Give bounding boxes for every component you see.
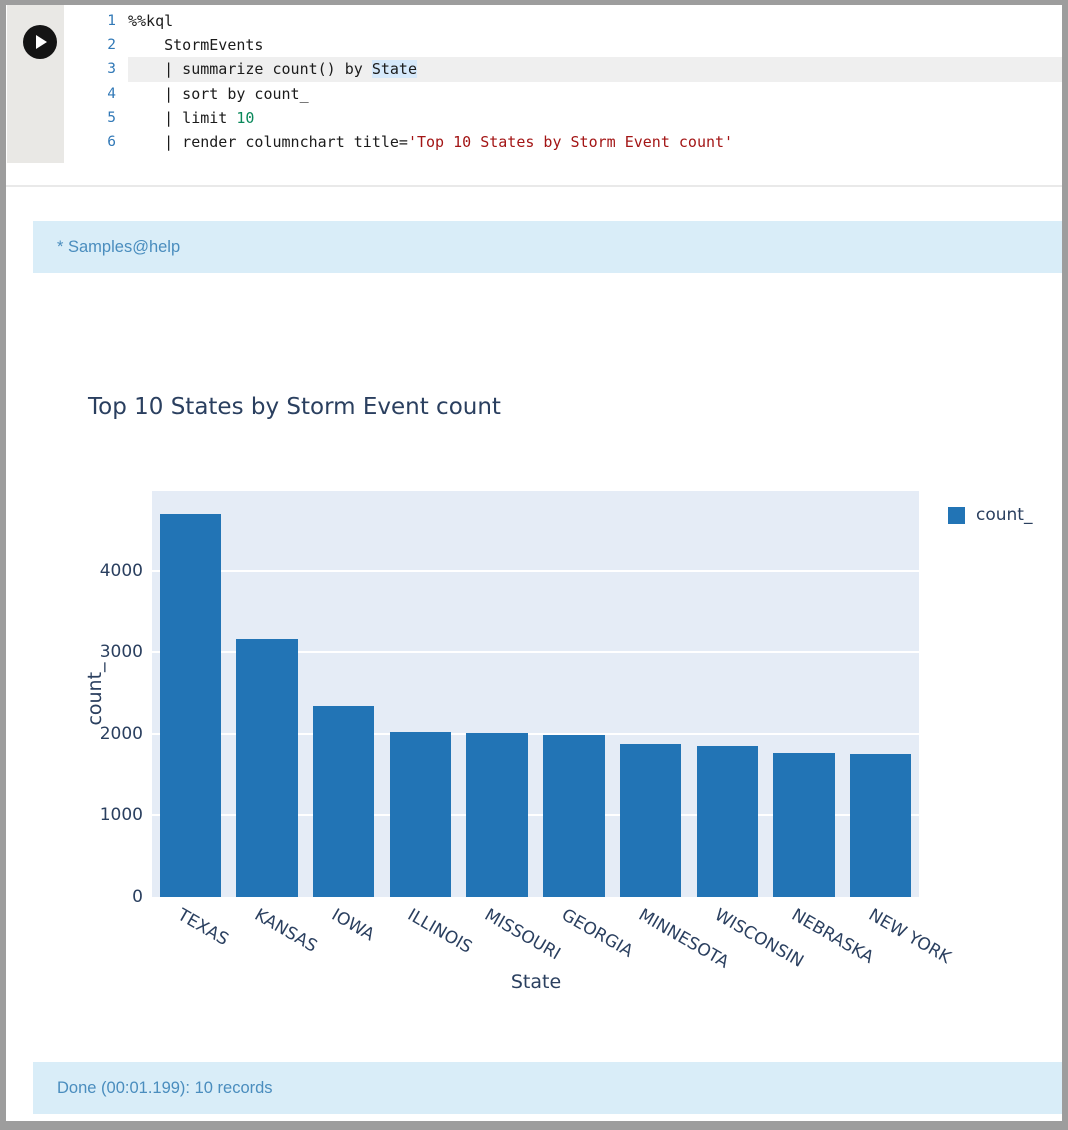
x-tick-label: NEW YORK <box>864 905 954 969</box>
bar-nebraska[interactable] <box>773 753 834 897</box>
play-icon <box>36 35 47 49</box>
bar-minnesota[interactable] <box>620 744 681 897</box>
code-token: 10 <box>236 108 255 127</box>
x-axis-title: State <box>510 971 562 993</box>
code-line[interactable] <box>64 33 1062 57</box>
code-text <box>128 130 1062 154</box>
plot-area[interactable] <box>152 491 919 897</box>
gridline <box>152 570 919 572</box>
connection-bar <box>33 221 1062 273</box>
line-number: 3 <box>107 61 116 78</box>
line-number: 1 <box>107 13 116 30</box>
bar-wisconsin[interactable] <box>697 746 758 897</box>
x-tick-label: GEORGIA <box>557 905 637 962</box>
legend-swatch <box>948 507 965 524</box>
cell-divider <box>6 185 1062 187</box>
x-tick-label: NEBRASKA <box>787 905 877 968</box>
code-text <box>128 57 1062 81</box>
bar-missouri[interactable] <box>466 733 527 897</box>
code-editor[interactable] <box>64 9 1062 154</box>
code-token: State <box>371 60 417 79</box>
y-axis-title: count_ <box>84 662 106 726</box>
y-tick-label: 2000 <box>99 723 143 744</box>
code-token: | summarize count() by <box>128 60 372 79</box>
code-text <box>128 106 1062 130</box>
y-tick-label: 1000 <box>99 805 143 826</box>
chart-title: Top 10 States by Storm Event count <box>88 394 501 420</box>
bar-iowa[interactable] <box>313 706 374 897</box>
code-token: | sort by count_ <box>128 84 309 103</box>
code-text <box>128 9 1062 33</box>
code-token: | render columnchart title= <box>128 133 408 152</box>
code-token: StormEvents <box>128 36 264 55</box>
line-number: 5 <box>107 109 116 126</box>
x-tick-label: KANSAS <box>251 905 321 957</box>
x-tick-label: ILLINOIS <box>404 905 476 958</box>
legend-label: count_ <box>976 505 1033 525</box>
status-bar-text: Done (00:01.199): 10 records <box>57 1078 273 1097</box>
code-line[interactable] <box>64 82 1062 106</box>
line-number: 2 <box>107 37 116 54</box>
x-tick-label: MISSOURI <box>481 905 564 965</box>
code-text <box>128 82 1062 106</box>
code-line[interactable] <box>64 130 1062 154</box>
code-line[interactable] <box>64 57 1062 81</box>
x-tick-label: IOWA <box>327 905 378 946</box>
status-bar <box>33 1062 1062 1114</box>
y-tick-label: 4000 <box>99 560 143 581</box>
run-cell-button[interactable] <box>23 25 57 59</box>
line-number: 6 <box>107 134 116 151</box>
code-text <box>128 33 1062 57</box>
cell-gutter <box>7 5 64 163</box>
y-tick-label: 0 <box>132 887 143 907</box>
code-token: | limit <box>128 108 237 127</box>
bar-illinois[interactable] <box>390 732 451 897</box>
x-tick-label: MINNESOTA <box>634 905 732 973</box>
x-tick-label: TEXAS <box>174 905 233 950</box>
connection-bar-text: * Samples@help <box>57 237 181 256</box>
y-tick-label: 3000 <box>99 642 143 663</box>
bar-texas[interactable] <box>160 514 221 897</box>
x-tick-label: WISCONSIN <box>711 905 808 972</box>
legend-item-count[interactable] <box>948 505 1032 525</box>
code-token: %%kql <box>128 12 174 31</box>
bar-new-york[interactable] <box>850 754 911 897</box>
code-line[interactable] <box>64 106 1062 130</box>
code-line[interactable] <box>64 9 1062 33</box>
bar-georgia[interactable] <box>543 735 604 897</box>
line-number: 4 <box>107 85 116 102</box>
code-token: 'Top 10 States by Storm Event count' <box>407 133 734 152</box>
bar-kansas[interactable] <box>236 639 297 897</box>
